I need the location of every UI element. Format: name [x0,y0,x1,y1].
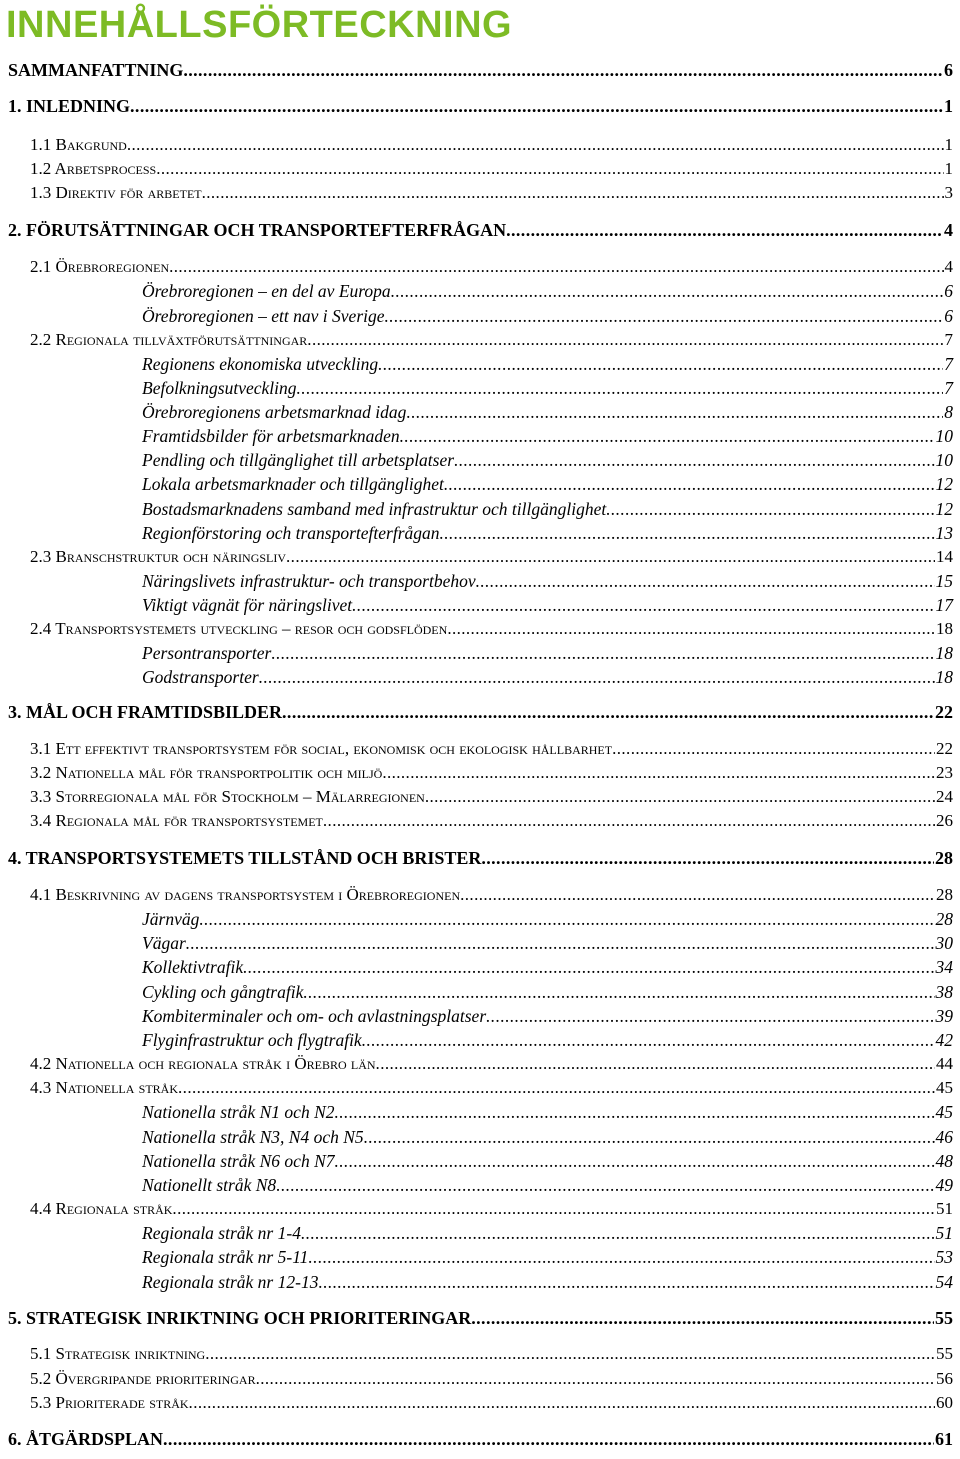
dot-leader [307,330,943,350]
toc-entry[interactable] [142,499,953,520]
dot-leader [378,354,943,375]
toc-entry[interactable] [142,474,953,495]
toc-entry-title: Örebroregionens arbetsmarknad idag [142,402,407,422]
dot-leader [301,1223,935,1244]
toc-entry-title: 6. ÅTGÄRDSPLAN [8,1429,164,1449]
toc-entry-page-number: 14 [936,547,953,566]
dot-leader [172,1199,935,1219]
dot-leader [612,739,935,759]
toc-entry-page-number: 12 [935,499,953,519]
toc-entry-page-number: 55 [935,1308,953,1328]
dot-leader [259,667,935,688]
toc-entry-title: Regionens ekonomiska utveckling [142,354,379,374]
toc-entry[interactable] [30,159,953,179]
toc-entry-page-number: 45 [935,1102,953,1122]
toc-entry-title: Näringslivets infrastruktur- och transportbehov [142,571,476,591]
toc-entry-title: Befolkningsutveckling [142,378,297,398]
toc-entry-page-number: 49 [935,1175,953,1195]
toc-entry[interactable] [30,763,953,783]
toc-entry[interactable] [8,702,953,723]
dot-leader [486,1006,934,1027]
toc-entry-page-number: 1 [944,96,953,116]
toc-entry-page-number: 48 [935,1151,953,1171]
toc-entry-page-number: 6 [944,306,953,326]
toc-entry[interactable] [142,378,953,399]
dot-leader [481,848,934,869]
dot-leader [454,450,934,471]
toc-entry-title: 3.2 Nationella mål för transportpolitik och miljö [30,763,383,782]
toc-entry-page-number: 7 [944,354,953,374]
toc-entry[interactable] [30,1369,953,1389]
toc-entry-title: Regionala stråk nr 12-13 [142,1272,319,1292]
toc-entry[interactable] [142,1175,953,1196]
dot-leader [256,1369,935,1389]
dot-leader [425,787,935,807]
toc-entry-page-number: 51 [935,1223,953,1243]
toc-entry-page-number: 55 [936,1344,953,1363]
toc-entry[interactable] [30,1344,953,1364]
toc-entry-page-number: 56 [936,1369,953,1388]
toc-entry[interactable] [142,1127,953,1148]
toc-entry-title: Regionförstoring och transportefterfrågan [142,523,440,543]
toc-entry-title: Kombiterminaler och om- och avlastningsplatser [142,1006,487,1026]
toc-entry[interactable] [142,909,953,930]
dot-leader [156,159,943,179]
toc-entry-page-number: 45 [936,1078,953,1097]
dot-leader [282,702,934,723]
toc-entry-title: Nationella stråk N3, N4 och N5 [142,1127,364,1147]
toc-entry-page-number: 28 [935,848,953,868]
toc-entry[interactable] [30,135,953,155]
dot-leader [127,135,944,155]
toc-entry-page-number: 1 [944,135,953,154]
toc-entry-page-number: 1 [944,159,953,178]
toc-entry-title: 1.1 Bakgrund [30,135,127,154]
toc-entry-page-number: 54 [935,1272,953,1292]
toc-entry-title: 4. TRANSPORTSYSTEMETS TILLSTÅND OCH BRISTER [8,848,482,868]
dot-leader [385,306,944,327]
toc-entry[interactable] [142,595,953,616]
toc-entry-page-number: 28 [935,909,953,929]
toc-entry-page-number: 23 [936,763,953,782]
toc-entry[interactable] [142,1247,953,1268]
toc-entry-page-number: 10 [935,450,953,470]
toc-entry-page-number: 22 [935,702,953,722]
toc-entry[interactable] [142,1223,953,1244]
toc-entry-page-number: 18 [936,619,953,638]
toc-entry[interactable] [30,787,953,807]
toc-entry-title: Bostadsmarknadens samband med infrastruktur och tillgänglighet [142,499,607,519]
toc-entry-page-number: 34 [935,957,953,977]
toc-entry-title: 3. MÅL OCH FRAMTIDSBILDER [8,702,283,722]
dot-leader [476,571,935,592]
dot-leader [163,1429,934,1450]
toc-entry[interactable] [142,426,953,447]
dot-leader [286,547,935,567]
toc-entry[interactable] [8,220,953,241]
toc-entry-page-number: 30 [935,933,953,953]
dot-leader [335,1102,935,1123]
toc-entry[interactable] [142,1272,953,1293]
dot-leader [440,523,935,544]
dot-leader [297,378,944,399]
toc-entry[interactable] [30,547,953,567]
toc-entry[interactable] [8,96,953,117]
toc-entry-title: 1.2 Arbetsprocess [30,159,157,178]
toc-entry-page-number: 46 [935,1127,953,1147]
dot-leader [199,909,934,930]
dot-leader [335,1151,935,1172]
dot-leader [205,1344,935,1364]
dot-leader [318,1272,934,1293]
toc-entry-page-number: 7 [944,378,953,398]
toc-entry-page-number: 10 [935,426,953,446]
toc-entry-page-number: 13 [935,523,953,543]
toc-entry-title: Järnväg [142,909,200,929]
toc-entry[interactable] [142,402,953,423]
toc-entry-title: Örebroregionen – en del av Europa [142,281,391,301]
toc-entry-page-number: 51 [936,1199,953,1218]
dot-leader [271,643,934,664]
toc-entry-title: Nationella stråk N6 och N7 [142,1151,335,1171]
toc-entry-title: Vägar [142,933,186,953]
dot-leader [400,426,935,447]
toc-entry-title: 3.3 Storregionala mål för Stockholm – Mälarregionen [30,787,425,806]
dot-leader [447,619,935,639]
dot-leader [391,281,944,302]
toc-entry-page-number: 3 [944,183,953,202]
toc-entry-title: 5. STRATEGISK INRIKTNING OCH PRIORITERINGAR [8,1308,472,1328]
toc-entry-page-number: 61 [935,1429,953,1449]
toc-entry-page-number: 6 [944,60,953,80]
dot-leader [243,957,934,978]
dot-leader [202,183,944,203]
toc-entry-title: Kollektivtrafik [142,957,244,977]
page-title: INNEHÅLLSFÖRTECKNING [6,4,513,46]
toc-entry-title: 5.2 Övergripande prioriteringar [30,1369,256,1388]
toc-entry-title: 4.4 Regionala stråk [30,1199,173,1218]
toc-entry-title: Pendling och tillgänglighet till arbetsplatser [142,450,455,470]
toc-entry-page-number: 17 [935,595,953,615]
toc-entry-page-number: 38 [935,982,953,1002]
toc-entry-title: 4.2 Nationella och regionala stråk i Örebro län [30,1054,376,1073]
dot-leader [308,1247,934,1268]
toc-entry-page-number: 18 [935,643,953,663]
toc-entry-page-number: 18 [935,667,953,687]
toc-entry[interactable] [30,330,953,350]
toc-entry-page-number: 22 [936,739,953,758]
toc-entry-title: Flyginfrastruktur och flygtrafik [142,1030,362,1050]
toc-entry-page-number: 8 [944,402,953,422]
toc-entry[interactable] [142,571,953,592]
toc-entry[interactable] [142,1151,953,1172]
toc-entry-title: 4.1 Beskrivning av dagens transportsystem i Örebroregionen [30,885,461,904]
toc-entry-page-number: 24 [936,787,953,806]
toc-entry[interactable] [30,739,953,759]
dot-leader [130,96,943,117]
dot-leader [382,763,935,783]
toc-entry-title: Regionala stråk nr 5-11 [142,1247,309,1267]
toc-entry-title: 5.1 Strategisk inriktning [30,1344,206,1363]
toc-entry-title: 2.2 Regionala tillväxtförutsättningar [30,330,308,349]
toc-entry[interactable] [30,1393,953,1413]
toc-entry[interactable] [142,667,953,688]
toc-entry[interactable] [142,450,953,471]
toc-entry[interactable] [142,1030,953,1051]
toc-entry-page-number: 42 [935,1030,953,1050]
toc-entry-title: Örebroregionen – ett nav i Sverige [142,306,385,326]
toc-entry-title: Viktigt vägnät för näringslivet [142,595,353,615]
dot-leader [178,1078,935,1098]
dot-leader [460,885,935,905]
toc-entry[interactable] [8,60,953,81]
toc-entry-title: 2.4 Transportsystemets utveckling – resor och godsflöden [30,619,448,638]
toc-entry[interactable] [142,933,953,954]
dot-leader [183,60,943,81]
toc-entry[interactable] [30,619,953,639]
toc-entry-page-number: 4 [944,257,953,276]
toc-entry-title: Persontransporter [142,643,272,663]
toc-entry[interactable] [142,523,953,544]
toc-entry-title: Godstransporter [142,667,259,687]
toc-entry-title: SAMMANFATTNING [8,60,184,80]
dot-leader [186,933,935,954]
toc-entry-page-number: 7 [944,330,953,349]
toc-entry[interactable] [142,957,953,978]
toc-entry[interactable] [142,982,953,1003]
toc-entry-title: 2.1 Örebroregionen [30,257,170,276]
toc-entry[interactable] [30,1199,953,1219]
toc-entry[interactable] [142,643,953,664]
toc-entry-title: 3.1 Ett effektivt transportsystem för social, ekonomisk och ekologisk hållbarhet [30,739,613,758]
dot-leader [323,811,935,831]
dot-leader [444,474,935,495]
toc-entry-title: 1.3 Direktiv för arbetet [30,183,202,202]
toc-entry-title: Regionala stråk nr 1-4 [142,1223,301,1243]
dot-leader [376,1054,935,1074]
dot-leader [364,1127,935,1148]
toc-entry[interactable] [30,811,953,831]
toc-entry[interactable] [30,1078,953,1098]
dot-leader [352,595,934,616]
toc-entry-page-number: 53 [935,1247,953,1267]
dot-leader [276,1175,934,1196]
toc-entry-page-number: 12 [935,474,953,494]
toc-entry-title: 5.3 Prioriterade stråk [30,1393,189,1412]
toc-entry[interactable] [30,257,953,277]
toc-entry-title: 1. INLEDNING [8,96,131,116]
toc-entry-page-number: 6 [944,281,953,301]
toc-entry-page-number: 60 [936,1393,953,1412]
dot-leader [169,257,943,277]
dot-leader [189,1393,935,1413]
toc-entry[interactable] [142,354,953,375]
toc-entry-title: Nationella stråk N1 och N2 [142,1102,335,1122]
dot-leader [362,1030,935,1051]
toc-entry-title: Framtidsbilder för arbetsmarknaden [142,426,400,446]
toc-entry-title: Lokala arbetsmarknader och tillgänglighet [142,474,444,494]
toc-entry[interactable] [142,1006,953,1027]
toc-entry[interactable] [30,885,953,905]
toc-entry[interactable] [142,1102,953,1123]
toc-entry-page-number: 15 [935,571,953,591]
dot-leader [471,1308,934,1329]
toc-entry-page-number: 44 [936,1054,953,1073]
toc-entry-page-number: 4 [944,220,953,240]
toc-entry-title: 2.3 Branschstruktur och näringsliv [30,547,287,566]
dot-leader [606,499,934,520]
dot-leader [303,982,934,1003]
toc-entry-title: Nationellt stråk N8 [142,1175,277,1195]
toc-entry[interactable] [30,1054,953,1074]
toc-entry[interactable] [30,183,953,203]
toc-entry-page-number: 28 [936,885,953,904]
toc-entry-page-number: 39 [935,1006,953,1026]
dot-leader [406,402,943,423]
toc-entry-title: 2. FÖRUTSÄTTNINGAR OCH TRANSPORTEFTERFRÅGAN [8,220,507,240]
toc-entry-page-number: 26 [936,811,953,830]
dot-leader [506,220,943,241]
toc-entry-title: 4.3 Nationella stråk [30,1078,179,1097]
toc-entry-title: 3.4 Regionala mål för transportsystemet [30,811,323,830]
toc-entry-title: Cykling och gångtrafik [142,982,304,1002]
toc-entry[interactable] [8,848,953,869]
toc-entry[interactable] [142,281,953,302]
toc-entry[interactable] [8,1429,953,1450]
toc-entry[interactable] [8,1308,953,1329]
toc-entry[interactable] [142,306,953,327]
